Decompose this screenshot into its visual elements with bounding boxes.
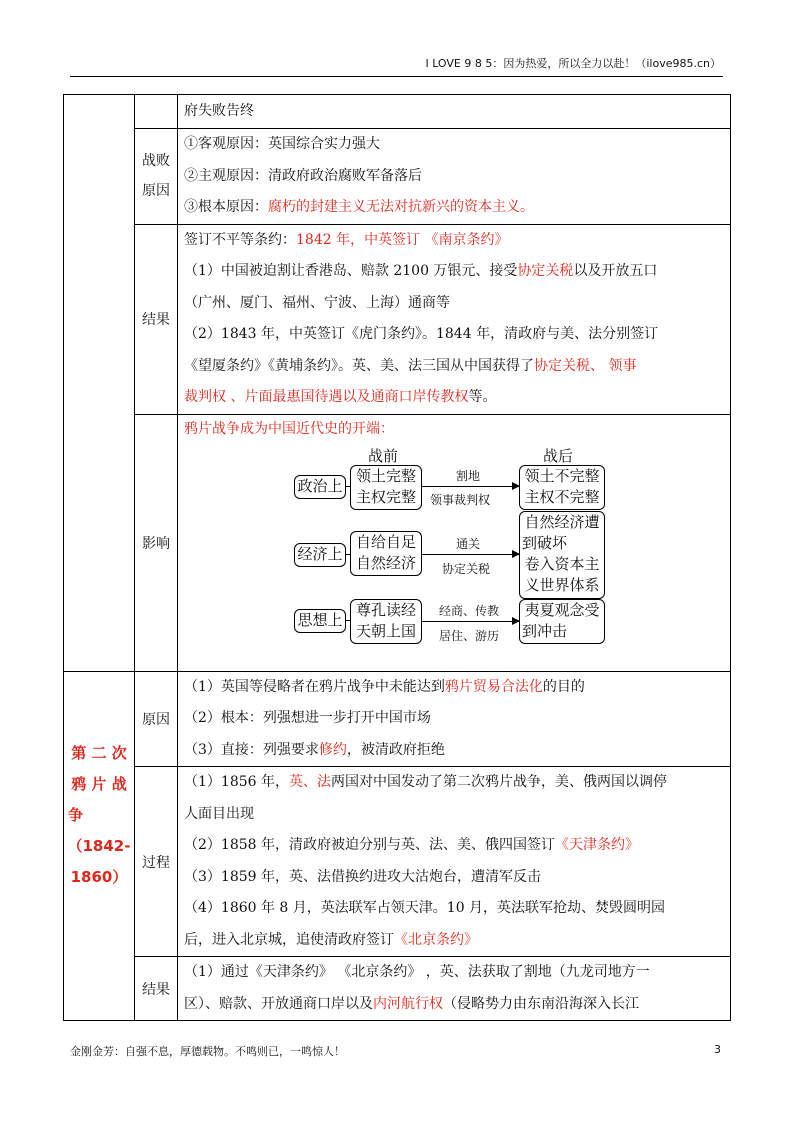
text-line: 人面目出现 <box>184 805 254 822</box>
highlight-text: 鸦片贸易合法化 <box>444 678 543 695</box>
text-line <box>184 989 724 1021</box>
text: 《望厦条约》《黄埔条约》。英、美、法三国从中国获得了 <box>184 357 534 374</box>
cause-label: 原因 <box>135 671 178 767</box>
text: ，被清政府拒绝 <box>346 741 445 758</box>
box-line: 到破坏 <box>522 533 568 552</box>
text: 等。 <box>468 389 497 405</box>
reasons-label <box>135 129 178 225</box>
text: （1）中国被迫割让香港岛、赔款 2100 万银元、接受 <box>184 263 518 279</box>
arrow-line <box>421 554 519 555</box>
text-line: （2）根本：列强想进一步打开中国市场 <box>184 710 431 726</box>
highlight-text: 《北京条约》 <box>394 931 478 948</box>
table-row <box>64 671 731 767</box>
text: （3）直接：列强要求 <box>184 741 319 758</box>
label-part: 战败 <box>142 153 170 170</box>
text-line <box>184 672 724 704</box>
highlight-text: 协定关税 <box>517 263 574 279</box>
highlight-text: 修约 <box>318 741 347 758</box>
economy-before-box <box>350 531 422 576</box>
table-row <box>64 224 731 414</box>
category-title-line: 第 二 次 <box>71 743 127 762</box>
thought-box: 思想上 <box>294 609 346 633</box>
text: （2）1858 年，清政府被迫分别与英、法、美、俄四国签订 <box>184 837 555 853</box>
box-line: 到冲击 <box>522 621 568 640</box>
highlight-text: 英、法 <box>289 774 331 790</box>
process-label: 过程 <box>135 767 178 957</box>
box-line: 天朝上国 <box>355 621 416 640</box>
impact-diagram <box>184 445 724 671</box>
text: 后，进入北京城，追使清政府签订 <box>184 931 394 948</box>
category-title-line: （1842- <box>67 836 131 855</box>
economy-box: 经济上 <box>294 543 346 567</box>
thought-before-box <box>350 599 422 644</box>
politics-box: 政治上 <box>294 475 346 499</box>
highlight-text: 1842 年，中英签订 《南京条约》 <box>296 231 509 248</box>
box-line: 义世界体系 <box>524 575 600 594</box>
impact-title: 鸦片战争成为中国近代史的开端： <box>184 420 394 437</box>
box-line: 主权不完整 <box>524 487 600 506</box>
page-header: I LOVE 9 8 5：因为热爱，所以全力以赴！（ilove985.cn） <box>70 56 723 77</box>
text-line: ①客观原因：英国综合实力强大 <box>184 136 380 152</box>
thought-after-box <box>519 599 605 644</box>
box-line: 自然经济遭 <box>524 512 600 531</box>
table-row <box>64 414 731 671</box>
after-heading: 战后 <box>543 446 574 465</box>
box-line: 自给自足 <box>355 532 416 551</box>
box-line: 卷入资本主 <box>524 554 600 573</box>
text: 两国对中国发动了第二次鸦片战争，美、俄两国以调停 <box>331 774 667 790</box>
page-footer <box>70 1043 723 1059</box>
impact-label: 影响 <box>135 414 178 671</box>
politics-arrow-bottom: 领事裁判权 <box>430 492 491 507</box>
text-line: （2）1843 年，中英签订《虎门条约》。1844 年，清政府与美、法分别签订 <box>184 326 659 342</box>
text-line <box>184 351 724 383</box>
politics-arrow-top: 割地 <box>456 468 481 483</box>
label-cell-empty <box>135 95 178 129</box>
text: （1）1856 年， <box>184 774 289 790</box>
text-line: 府失败告终 <box>184 103 254 119</box>
label-part: 原因 <box>142 183 170 200</box>
text-line <box>184 225 724 257</box>
table-row <box>64 95 731 129</box>
text: 签订不平等条约： <box>184 231 296 248</box>
content-table <box>63 94 731 1021</box>
text-line: ②主观原因：清政府政治腐败军备落后 <box>184 167 422 184</box>
arrow-line <box>421 486 519 487</box>
impact-content <box>178 414 731 671</box>
text-line: （广州、厦门、福州、宁波、上海）通商等 <box>184 294 450 311</box>
text: 的目的 <box>542 678 585 695</box>
text-line: （1）通过《天津条约》 《北京条约》 ，英、法获取了割地（九龙司地方一 <box>184 964 650 980</box>
category-title-line: 1860） <box>70 867 128 886</box>
category-title-line: 鸦 片 战 <box>71 774 127 793</box>
thought-arrow-bottom: 居住、游历 <box>439 628 500 643</box>
second-opium-war-cell <box>64 671 135 1021</box>
economy-arrow-top: 通关 <box>456 536 481 551</box>
highlight-text: 《天津条约》 <box>555 837 639 853</box>
text-line: （4）1860 年 8 月，英法联军占领天津。10 月，英法联军抢劫、焚毁圆明园 <box>184 900 666 916</box>
box-line: 自然经济 <box>355 553 416 572</box>
text-line <box>184 192 724 224</box>
reasons-content <box>178 129 731 225</box>
text-line <box>184 735 724 767</box>
box-line: 主权完整 <box>355 487 416 506</box>
text: 以及开放五口 <box>573 263 658 279</box>
box-line: 尊孔读经 <box>355 600 416 619</box>
text-line: （3）1859 年，英、法借换约进攻大沽炮台，遭清军反击 <box>184 868 541 885</box>
page-number: 3 <box>714 1043 721 1056</box>
text-line <box>184 256 724 288</box>
category-title-line: 争 <box>68 805 84 824</box>
box-line: 夷夏观念受 <box>524 600 600 619</box>
text: （1）英国等侵略者在鸦片战争中未能达到 <box>184 678 445 695</box>
footer-motto: 金刚金芳：自强不息，厚德载物。不鸣则已，一鸣惊人！ <box>70 1045 345 1058</box>
text-line <box>184 830 724 862</box>
arrow-line <box>421 621 519 622</box>
text-line <box>184 382 724 414</box>
highlight-text: 协定关税、 领事 <box>534 357 637 374</box>
box-line: 领土不完整 <box>524 466 600 485</box>
text-line <box>184 767 724 799</box>
process-content <box>178 767 731 957</box>
result-label: 结果 <box>135 224 178 414</box>
politics-after-box <box>519 465 605 510</box>
text: 区）、赔款、开放通商口岸以及 <box>184 995 373 1012</box>
text-line <box>184 925 724 957</box>
result2-content <box>178 957 731 1021</box>
box-line: 领土完整 <box>355 466 416 485</box>
thought-arrow-top: 经商、传教 <box>439 603 500 618</box>
table-row <box>64 129 731 225</box>
economy-arrow-bottom: 协定关税 <box>442 561 491 576</box>
content-cell <box>178 95 731 129</box>
highlight-text: 腐朽的封建主义无法对抗新兴的资本主义。 <box>268 199 534 215</box>
text: （侵略势力由东南沿海深入长江 <box>443 995 639 1012</box>
before-heading: 战前 <box>368 446 399 465</box>
category-cell-empty <box>64 95 135 672</box>
highlight-text: 内河航行权 <box>373 995 443 1012</box>
economy-after-box <box>519 511 605 599</box>
result-content <box>178 224 731 414</box>
text: ③根本原因： <box>184 199 268 215</box>
highlight-text: 裁判权 、片面最惠国待遇以及通商口岸传教权 <box>184 389 469 405</box>
result2-label: 结果 <box>135 957 178 1021</box>
politics-before-box <box>350 465 422 510</box>
cause-content <box>178 671 731 767</box>
table-row <box>64 957 731 1021</box>
table-row <box>64 767 731 957</box>
